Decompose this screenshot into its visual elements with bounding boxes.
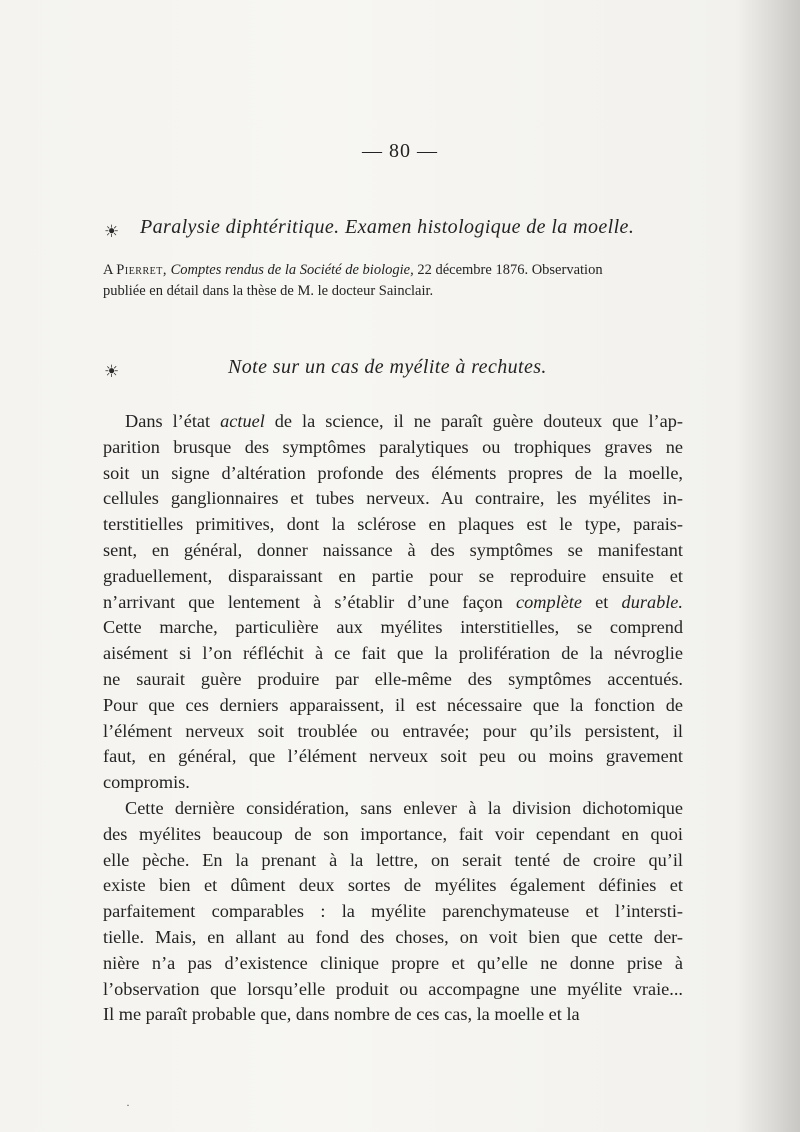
section-marker-icon: ☀ bbox=[104, 362, 120, 381]
text-run: ne saurait guère produire par elle-même des symptômes accentués. bbox=[103, 668, 683, 689]
text-line bbox=[103, 951, 683, 977]
emphasis-text: durable. bbox=[621, 591, 683, 612]
text-line bbox=[103, 435, 683, 461]
text-run: elle pèche. En la prenant à la lettre, on serait tenté de croire qu’il bbox=[103, 849, 683, 870]
text-line bbox=[103, 693, 683, 719]
text-run: compromis. bbox=[103, 772, 190, 793]
text-run: Il me paraît probable que, dans nombre de ces cas, la moelle et la bbox=[103, 1004, 580, 1025]
text-line bbox=[103, 848, 683, 874]
text-run: Cette marche, particulière aux myélites interstitielles, se comprend bbox=[103, 617, 683, 638]
text-line bbox=[103, 512, 683, 538]
text-run: sent, en général, donner naissance à des symptômes se manifestant bbox=[103, 539, 683, 560]
text-run: parfaitement comparables : la myélite parenchymateuse et l’intersti- bbox=[103, 901, 683, 922]
page-number: — 80 — bbox=[362, 140, 438, 162]
reference-date: 22 décembre 1876. Observation bbox=[413, 262, 603, 278]
text-line bbox=[103, 719, 683, 745]
text-run: cellules ganglionnaires et tubes nerveux. Au contraire, les myélites in- bbox=[103, 488, 683, 509]
text-line bbox=[103, 977, 683, 1003]
text-run: des myélites beaucoup de son importance, fait voir cependant en quoi bbox=[103, 823, 683, 844]
body-paragraphs bbox=[103, 409, 683, 1028]
print-speck: · bbox=[126, 1098, 130, 1112]
text-run: graduellement, disparaissant en partie pour se reproduire ensuite et bbox=[103, 565, 683, 586]
text-line bbox=[103, 641, 683, 667]
text-line bbox=[103, 590, 683, 616]
text-line bbox=[103, 409, 683, 435]
text-line bbox=[103, 770, 683, 796]
reference-line-2: publiée en détail dans la thèse de M. le docteur Sainclair. bbox=[103, 283, 434, 299]
text-line bbox=[103, 822, 683, 848]
text-run: terstitielles primitives, dont la sclérose en plaques est le type, parais- bbox=[103, 514, 683, 535]
text-line bbox=[103, 796, 683, 822]
section-heading-diphteritique: Paralysie diphtéritique. Examen histologique de la moelle. bbox=[140, 216, 635, 238]
text-run: aisément si l’on réfléchit à ce fait que la prolifération de la névroglie bbox=[103, 643, 683, 664]
text-run: l’élément nerveux soit troublée ou entravée; pour qu’ils persistent, il bbox=[103, 720, 683, 741]
text-line bbox=[103, 873, 683, 899]
text-run: de la science, il ne paraît guère douteux que l’ap- bbox=[264, 411, 683, 431]
text-run: Cette dernière considération, sans enlever à la division dichotomique bbox=[125, 797, 683, 818]
text-line bbox=[103, 899, 683, 925]
text-run: nière n’a pas d’existence clinique propre et qu’elle ne donne prise à bbox=[103, 952, 683, 973]
text-run: parition brusque des symptômes paralytiques ou trophiques graves ne bbox=[103, 436, 683, 457]
reference-source: Comptes rendus de la Société de biologie, bbox=[170, 262, 414, 278]
text-line bbox=[103, 744, 683, 770]
section-heading-myelite: Note sur un cas de myélite à rechutes. bbox=[228, 356, 547, 378]
text-run: existe bien et dûment deux sortes de myélites également définies et bbox=[103, 875, 683, 896]
text-run: Dans l’état bbox=[125, 411, 221, 431]
section-marker-icon: ☀ bbox=[104, 222, 120, 241]
text-run: Pour que ces derniers apparaissent, il est nécessaire que la fonction de bbox=[103, 694, 683, 715]
text-run: tielle. Mais, en allant au fond des choses, on voit bien que cette der- bbox=[103, 926, 683, 947]
text-run: faut, en général, que l’élément nerveux soit peu ou moins gravement bbox=[103, 746, 683, 767]
reference-prefix: A bbox=[103, 262, 117, 278]
text-line bbox=[103, 564, 683, 590]
text-line bbox=[103, 925, 683, 951]
text-run: n’arrivant que lentement à s’établir d’une façon bbox=[103, 591, 517, 612]
text-line bbox=[103, 486, 683, 512]
text-run: l’observation que lorsqu’elle produit ou accompagne une myélite vraie... bbox=[103, 978, 683, 999]
bibliographic-reference bbox=[103, 260, 683, 302]
text-line bbox=[103, 615, 683, 641]
text-line bbox=[103, 667, 683, 693]
text-line bbox=[103, 1002, 683, 1028]
text-run: soit un signe d’altération profonde des éléments propres de la moelle, bbox=[103, 462, 683, 483]
reference-author: Pierret, bbox=[116, 262, 167, 278]
text-line bbox=[103, 538, 683, 564]
text-run: et bbox=[582, 591, 622, 612]
emphasis-text: complète bbox=[516, 591, 582, 612]
text-line bbox=[103, 461, 683, 487]
emphasis-text: actuel bbox=[220, 411, 265, 431]
